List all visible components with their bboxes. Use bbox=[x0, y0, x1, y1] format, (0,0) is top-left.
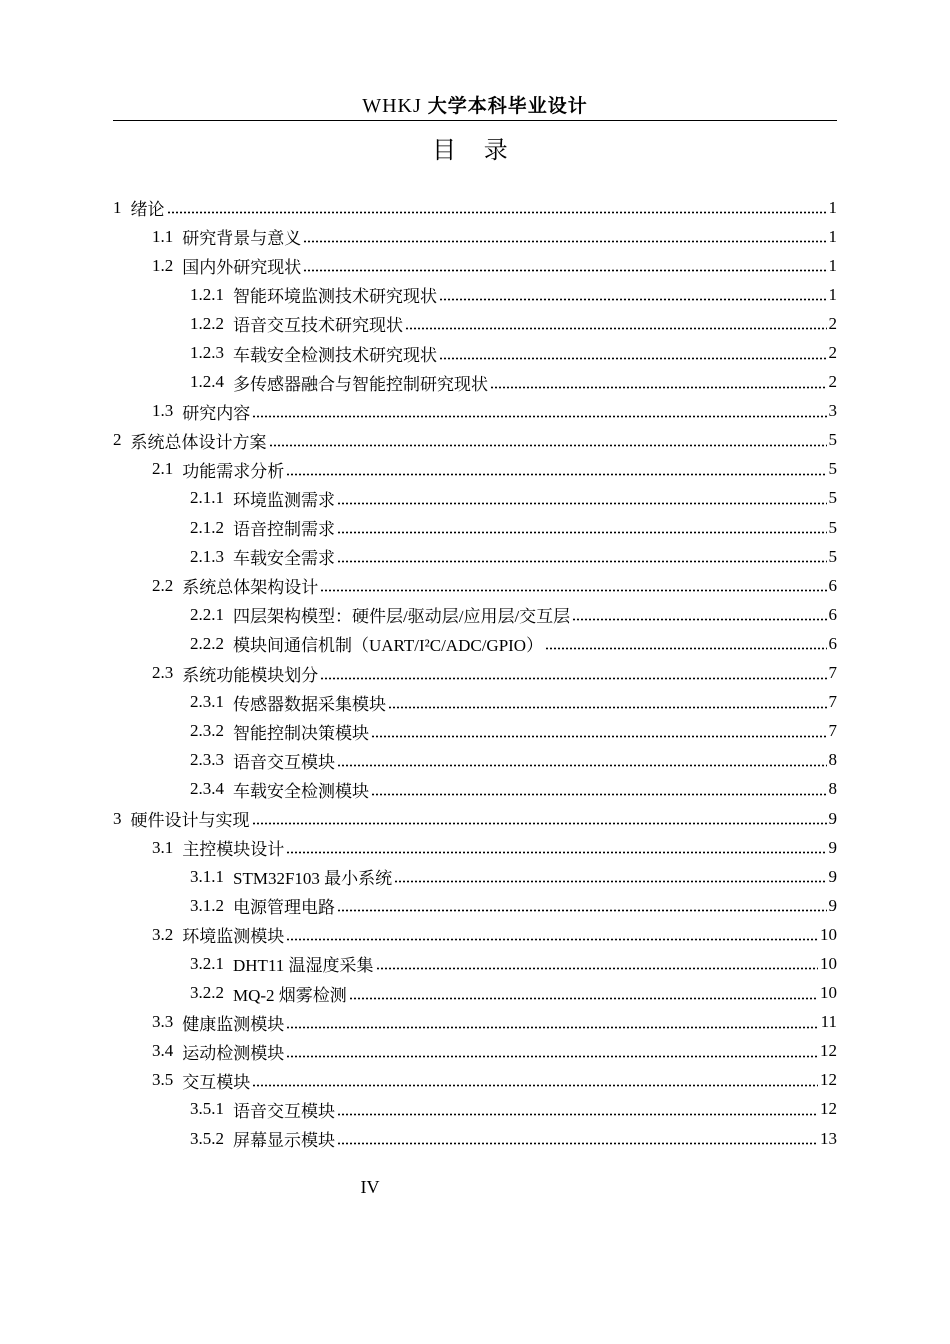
toc-entry-number: 1.1 bbox=[152, 226, 174, 246]
toc-entry-number: 3.1.2 bbox=[190, 895, 224, 915]
toc-entry-title: 语音控制需求 bbox=[233, 520, 335, 540]
toc-entry[interactable] bbox=[113, 571, 837, 600]
toc-dot-leader bbox=[320, 665, 826, 682]
toc-entry-page: 10 bbox=[820, 953, 837, 973]
toc-entry-title: 屏幕显示模块 bbox=[233, 1131, 335, 1151]
toc-dot-leader bbox=[337, 1130, 818, 1147]
toc-entry-number: 2.1.2 bbox=[190, 517, 224, 537]
toc-entry-number: 3.2.2 bbox=[190, 983, 224, 1003]
toc-dot-leader bbox=[371, 781, 827, 798]
page-header bbox=[113, 92, 837, 121]
toc-entry-page: 5 bbox=[828, 517, 837, 537]
toc-dot-leader bbox=[303, 257, 826, 274]
toc-entry-title: 智能环境监测技术研究现状 bbox=[233, 287, 437, 307]
toc-dot-leader bbox=[286, 839, 826, 856]
toc-dot-leader bbox=[388, 694, 827, 711]
toc-dot-leader bbox=[394, 868, 826, 885]
toc-dot-leader bbox=[337, 1101, 818, 1118]
toc-entry-number: 2.1.1 bbox=[190, 488, 224, 508]
header-university: 大学本科毕业设计 bbox=[427, 95, 588, 117]
toc-entry-title: 语音交互模块 bbox=[233, 1101, 335, 1121]
toc-entry-page: 12 bbox=[820, 1070, 837, 1090]
toc-entry-title: 四层架构模型：硬件层/驱动层/应用层/交互层 bbox=[233, 607, 571, 627]
toc-entry[interactable] bbox=[113, 920, 837, 949]
toc-dot-leader bbox=[303, 228, 826, 245]
toc-entry-title: 主控模块设计 bbox=[182, 840, 285, 860]
toc-entry-page: 8 bbox=[828, 779, 837, 799]
toc-entry-page: 5 bbox=[828, 430, 837, 450]
toc-entry-number: 2.1.3 bbox=[190, 546, 224, 566]
toc-entry-number: 3 bbox=[113, 808, 122, 828]
toc-entry-page: 10 bbox=[820, 924, 837, 944]
toc-entry-number: 2.2.1 bbox=[190, 604, 224, 624]
toc-entry[interactable] bbox=[113, 746, 837, 775]
toc-dot-leader bbox=[252, 1072, 818, 1089]
toc-entry-page: 12 bbox=[820, 1041, 837, 1061]
toc-entry[interactable] bbox=[113, 397, 837, 426]
toc-entry-page: 11 bbox=[820, 1012, 837, 1032]
page-title: 目 录 bbox=[432, 136, 518, 164]
toc-entry[interactable] bbox=[113, 251, 837, 280]
toc-entry-page: 1 bbox=[828, 197, 837, 217]
toc-entry-title: 研究背景与意义 bbox=[182, 229, 302, 249]
toc-dot-leader bbox=[337, 752, 827, 769]
toc-dot-leader bbox=[490, 374, 827, 391]
toc-entry[interactable] bbox=[113, 1095, 837, 1124]
toc-entry-page: 6 bbox=[828, 575, 837, 595]
toc-dot-leader bbox=[286, 1014, 818, 1031]
toc-entry-page: 1 bbox=[828, 255, 837, 275]
toc-entry-title: 模块间通信机制（UART/I²C/ADC/GPIO） bbox=[233, 636, 544, 656]
toc-entry[interactable] bbox=[113, 775, 837, 804]
toc-entry[interactable] bbox=[113, 542, 837, 571]
toc-entry[interactable] bbox=[113, 600, 837, 629]
toc-entry[interactable] bbox=[113, 659, 837, 688]
toc-dot-leader bbox=[439, 286, 827, 303]
toc-entry-page: 13 bbox=[820, 1128, 837, 1148]
toc-dot-leader bbox=[252, 403, 826, 420]
toc-entry-number: 2.2.2 bbox=[190, 633, 224, 653]
toc-entry[interactable] bbox=[113, 280, 837, 309]
toc-entry-number: 1.2.3 bbox=[190, 343, 224, 363]
toc-entry-title: 健康监测模块 bbox=[182, 1014, 285, 1034]
toc-entry-number: 3.2.1 bbox=[190, 953, 224, 973]
toc-entry-number: 2 bbox=[113, 430, 122, 450]
toc-entry-title: 系统总体架构设计 bbox=[182, 578, 319, 598]
toc-entry[interactable] bbox=[113, 368, 837, 397]
toc-dot-leader bbox=[371, 723, 827, 740]
toc-entry-title: 电源管理电路 bbox=[233, 898, 335, 918]
toc-dot-leader bbox=[405, 315, 827, 332]
toc-entry-title: 硬件设计与实现 bbox=[130, 811, 250, 831]
toc-dot-leader bbox=[337, 897, 827, 914]
toc-entry-page: 12 bbox=[820, 1099, 837, 1119]
toc-dot-leader bbox=[572, 606, 826, 623]
toc-entry-number: 1.2.1 bbox=[190, 284, 224, 304]
toc-entry-title: 研究内容 bbox=[182, 403, 251, 423]
toc-entry-title: 国内外研究现状 bbox=[182, 258, 302, 278]
toc-entry-title: 交互模块 bbox=[182, 1072, 251, 1092]
toc-entry[interactable] bbox=[113, 804, 837, 833]
toc-entry-page: 2 bbox=[828, 372, 837, 392]
toc-entry-page: 6 bbox=[828, 633, 837, 653]
toc-dot-leader bbox=[337, 490, 827, 507]
toc-entry-page: 2 bbox=[828, 313, 837, 333]
toc-entry-title: 车载安全需求 bbox=[233, 549, 335, 569]
toc-entry-page: 3 bbox=[828, 401, 837, 421]
toc-entry-title: 车载安全检测模块 bbox=[233, 781, 369, 801]
toc-dot-leader bbox=[286, 926, 818, 943]
toc-entry-title: 传感器数据采集模块 bbox=[233, 694, 386, 714]
toc-entry-title: MQ-2 烟雾检测 bbox=[233, 985, 347, 1005]
toc-entry-number: 1.2.4 bbox=[190, 372, 224, 392]
toc-entry[interactable] bbox=[113, 193, 837, 222]
toc-dot-leader bbox=[337, 519, 827, 536]
toc-entry-number: 3.4 bbox=[152, 1041, 174, 1061]
toc-entry-title: 车载安全检测技术研究现状 bbox=[233, 345, 437, 365]
toc-entry-page: 1 bbox=[828, 226, 837, 246]
toc-entry-number: 2.3 bbox=[152, 663, 174, 683]
toc-dot-leader bbox=[269, 432, 827, 449]
toc-entry-number: 3.5.2 bbox=[190, 1128, 224, 1148]
header-prefix: WHKJ bbox=[362, 95, 422, 117]
toc-entry[interactable] bbox=[113, 1066, 837, 1095]
toc-entry-title: 智能控制决策模块 bbox=[233, 723, 369, 743]
toc-entry[interactable] bbox=[113, 688, 837, 717]
toc-dot-leader bbox=[439, 345, 827, 362]
toc-entry-title: 多传感器融合与智能控制研究现状 bbox=[233, 374, 488, 394]
toc-entry[interactable] bbox=[113, 426, 837, 455]
toc-entry-page: 7 bbox=[828, 663, 837, 683]
toc-entry[interactable] bbox=[113, 338, 837, 367]
toc-dot-leader bbox=[349, 985, 818, 1002]
toc-entry[interactable] bbox=[113, 979, 837, 1008]
toc-entry[interactable] bbox=[113, 949, 837, 978]
toc-entry-page: 1 bbox=[828, 284, 837, 304]
toc-entry-title: 功能需求分析 bbox=[182, 461, 285, 481]
toc-entry-page: 6 bbox=[828, 604, 837, 624]
toc-entry[interactable] bbox=[113, 309, 837, 338]
toc-entry-title: 系统总体设计方案 bbox=[130, 432, 267, 452]
toc-entry-title: 运动检测模块 bbox=[182, 1043, 285, 1063]
toc-entry-page: 9 bbox=[828, 837, 837, 857]
toc-dot-leader bbox=[286, 461, 826, 478]
toc-entry[interactable] bbox=[113, 862, 837, 891]
toc-entry-number: 3.5.1 bbox=[190, 1099, 224, 1119]
toc-entry[interactable] bbox=[113, 1124, 837, 1153]
toc-entry-title: 语音交互模块 bbox=[233, 752, 335, 772]
toc-entry-number: 2.3.4 bbox=[190, 779, 224, 799]
toc-entry[interactable] bbox=[113, 455, 837, 484]
toc-entry-number: 2.1 bbox=[152, 459, 174, 479]
toc-entry-page: 7 bbox=[828, 721, 837, 741]
toc-entry-number: 1.3 bbox=[152, 401, 174, 421]
toc-entry[interactable] bbox=[113, 629, 837, 658]
toc-entry-title: 系统功能模块划分 bbox=[182, 665, 319, 685]
toc-entry-number: 3.3 bbox=[152, 1012, 174, 1032]
toc-entry-number: 1.2 bbox=[152, 255, 174, 275]
toc-entry-page: 5 bbox=[828, 459, 837, 479]
toc-entry-page: 7 bbox=[828, 692, 837, 712]
toc-entry-page: 10 bbox=[820, 983, 837, 1003]
toc-entry[interactable] bbox=[113, 891, 837, 920]
toc-entry-page: 9 bbox=[828, 895, 837, 915]
toc-entry-page: 9 bbox=[828, 866, 837, 886]
toc-dot-leader bbox=[286, 1043, 818, 1060]
toc-entry[interactable] bbox=[113, 484, 837, 513]
toc-entry[interactable] bbox=[113, 833, 837, 862]
toc-dot-leader bbox=[545, 635, 826, 652]
toc-entry-title: 环境监测需求 bbox=[233, 490, 335, 510]
toc-entry[interactable] bbox=[113, 1037, 837, 1066]
toc-entry[interactable] bbox=[113, 513, 837, 542]
toc-entry-page: 2 bbox=[828, 343, 837, 363]
toc-dot-leader bbox=[252, 810, 827, 827]
toc-entry-number: 2.2 bbox=[152, 575, 174, 595]
table-of-contents bbox=[113, 193, 837, 1153]
toc-entry[interactable] bbox=[113, 717, 837, 746]
page-number: IV bbox=[360, 1177, 380, 1197]
toc-entry-page: 5 bbox=[828, 546, 837, 566]
toc-dot-leader bbox=[320, 577, 826, 594]
toc-entry-number: 1 bbox=[113, 197, 122, 217]
toc-entry-number: 3.5 bbox=[152, 1070, 174, 1090]
toc-dot-leader bbox=[167, 199, 827, 216]
toc-dot-leader bbox=[337, 548, 827, 565]
toc-entry-page: 8 bbox=[828, 750, 837, 770]
toc-entry[interactable] bbox=[113, 1008, 837, 1037]
toc-entry-title: DHT11 温湿度采集 bbox=[233, 956, 374, 976]
toc-entry-title: 语音交互技术研究现状 bbox=[233, 316, 403, 336]
toc-entry-number: 2.3.3 bbox=[190, 750, 224, 770]
toc-entry-number: 3.1 bbox=[152, 837, 174, 857]
toc-entry-number: 3.2 bbox=[152, 924, 174, 944]
toc-entry-number: 2.3.1 bbox=[190, 692, 224, 712]
toc-entry-number: 1.2.2 bbox=[190, 313, 224, 333]
toc-entry[interactable] bbox=[113, 222, 837, 251]
toc-entry-title: 环境监测模块 bbox=[182, 927, 285, 947]
toc-entry-number: 2.3.2 bbox=[190, 721, 224, 741]
toc-entry-page: 5 bbox=[828, 488, 837, 508]
toc-entry-number: 3.1.1 bbox=[190, 866, 224, 886]
toc-dot-leader bbox=[376, 955, 818, 972]
toc-entry-page: 9 bbox=[828, 808, 837, 828]
toc-entry-title: 绪论 bbox=[130, 200, 165, 220]
toc-entry-title: STM32F103 最小系统 bbox=[233, 869, 393, 889]
